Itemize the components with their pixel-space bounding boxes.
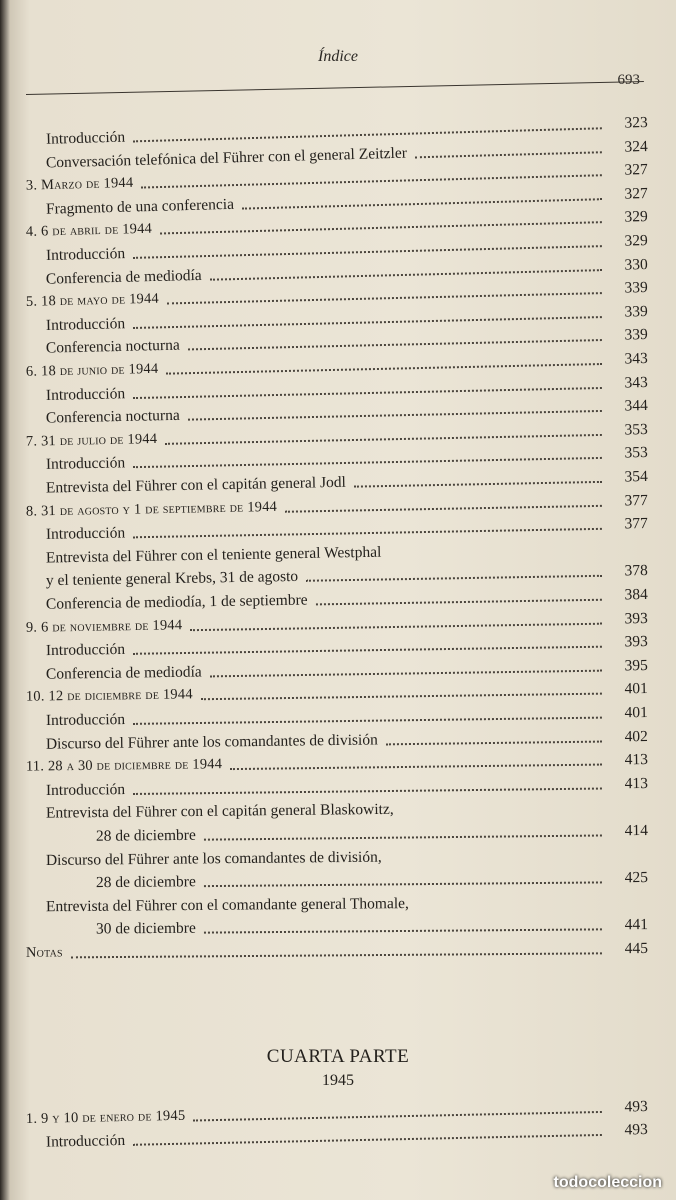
toc-title: 5. 18 de mayo de 1944	[25, 290, 160, 311]
toc-title: Notas	[25, 944, 63, 961]
toc-page-number: 354	[624, 468, 648, 486]
toc-page-number: 493	[624, 1098, 648, 1116]
toc-entry-row	[96, 912, 648, 938]
dot-leader	[204, 882, 602, 888]
toc-page-number: 339	[624, 279, 648, 297]
toc-title: 3. Marzo de 1944	[25, 174, 134, 194]
toc-page-number: 413	[624, 751, 648, 769]
toc-page-number: 324	[624, 137, 648, 156]
toc-page-number: 343	[624, 350, 648, 368]
toc-page-number: 344	[624, 397, 648, 415]
header-rule	[26, 81, 644, 95]
toc-title: 8. 31 de agosto y 1 de septiembre de 1944	[25, 498, 278, 520]
toc-title: 30 de diciembre	[95, 920, 196, 938]
toc-page-number: 493	[624, 1121, 648, 1139]
dot-leader	[133, 646, 602, 655]
toc-title: Introducción	[45, 245, 126, 265]
toc-title: Fragmento de una conferencia	[45, 195, 235, 218]
toc-title: Entrevista del Führer con el capitán general Jodl	[45, 473, 347, 497]
toc-page-number: 425	[624, 869, 648, 887]
dot-leader	[204, 929, 602, 934]
toc-title: Discurso del Führer ante los comandantes de división	[45, 731, 378, 753]
toc-page-number: 339	[624, 326, 648, 344]
toc-page-number: 401	[624, 704, 648, 722]
dot-leader	[285, 504, 602, 512]
toc-title: Introducción	[45, 641, 126, 660]
toc-page-number: 330	[624, 255, 648, 274]
toc-title: 9. 6 de noviembre de 1944	[25, 616, 183, 636]
toc-entry-row	[96, 865, 648, 892]
toc-entry-row	[96, 818, 648, 846]
toc-title: 4. 6 de abril de 1944	[25, 221, 153, 241]
toc-page-number: 323	[624, 114, 648, 132]
toc-title: 10. 12 de diciembre de 1944	[25, 686, 193, 706]
toc-title: Conferencia nocturna	[45, 406, 180, 427]
dot-leader	[354, 481, 602, 488]
toc-title: Conferencia de mediodía, 1 de septiembre	[45, 591, 308, 613]
toc-title: Introducción	[45, 524, 126, 544]
dot-leader	[133, 787, 602, 794]
toc-title: Conferencia de mediodía	[45, 266, 202, 288]
dot-leader	[71, 952, 602, 958]
toc-title: Introducción	[45, 384, 126, 404]
toc-title: Entrevista del Führer con el comandante general Thomale,	[45, 894, 409, 916]
toc-title: Discurso del Führer ante los comandantes de división,	[45, 848, 382, 869]
dot-leader	[201, 693, 602, 701]
toc-page-number: 413	[624, 774, 648, 793]
part-title: CUARTA PARTE	[266, 1046, 410, 1067]
toc-title: Conferencia nocturna	[45, 337, 180, 358]
toc-title: Introducción	[45, 1131, 126, 1151]
toc-page-number: 402	[624, 727, 648, 745]
dot-leader	[133, 717, 602, 725]
toc-page-number: 329	[624, 208, 648, 226]
dot-leader	[210, 669, 602, 677]
dot-leader	[230, 764, 602, 771]
toc-title: Introducción	[45, 710, 126, 730]
part-year: 1945	[322, 1072, 354, 1089]
toc-page-number: 393	[624, 633, 648, 651]
toc-title: y el teniente general Krebs, 31 de agosto	[45, 568, 299, 590]
toc-page-number: 353	[624, 420, 648, 439]
dot-leader	[133, 1134, 602, 1146]
running-header: Índice	[318, 48, 358, 65]
toc-page-number: 384	[624, 586, 648, 604]
toc-title: 1. 9 y 10 de enero de 1945	[25, 1107, 186, 1128]
toc-page-number: 377	[624, 491, 648, 510]
toc-page-number: 414	[624, 822, 648, 840]
toc-page-number: 378	[624, 562, 648, 580]
toc-page-number: 327	[624, 184, 648, 203]
toc-title: Entrevista del Führer con el teniente general Westphal	[45, 543, 382, 567]
dot-leader	[415, 151, 602, 158]
toc-page-number: 329	[624, 232, 648, 250]
toc-title: Conferencia de mediodía	[45, 663, 202, 683]
toc-page-number: 445	[624, 940, 648, 958]
toc-page-number: 339	[624, 302, 648, 321]
toc-page-number: 401	[624, 680, 648, 698]
toc-page-number: 327	[624, 161, 648, 179]
toc-title: Introducción	[45, 314, 126, 334]
dot-leader	[386, 740, 602, 745]
toc-title: Introducción	[45, 780, 126, 799]
toc-page-number: 353	[624, 444, 648, 462]
toc-page-number: 393	[624, 609, 648, 627]
toc-page-number: 377	[624, 515, 648, 533]
toc-title: 11. 28 a 30 de diciembre de 1944	[25, 756, 223, 775]
dot-leader	[204, 834, 602, 840]
dot-leader	[190, 622, 602, 630]
toc-title: 7. 31 de julio de 1944	[25, 430, 158, 450]
toc-page-number: 395	[624, 656, 648, 675]
toc-title: Conversación telefónica del Führer con el general Zeitzler	[45, 144, 408, 172]
dot-leader	[306, 575, 602, 582]
toc-page-number: 343	[624, 373, 648, 392]
toc-page-number: 441	[624, 916, 648, 934]
page-number: 693	[617, 72, 640, 88]
toc-title: 6. 18 de junio de 1944	[25, 360, 159, 380]
toc-title: Introducción	[45, 128, 126, 148]
toc-title: Introducción	[45, 454, 126, 474]
watermark: todocoleccion	[553, 1174, 662, 1191]
toc-title: 28 de diciembre	[95, 826, 196, 845]
dot-leader	[316, 599, 602, 606]
toc-section-row	[26, 936, 648, 963]
toc-title: Entrevista del Führer con el capitán general Blaskowitz,	[45, 801, 394, 823]
toc-title: 28 de diciembre	[95, 873, 196, 892]
